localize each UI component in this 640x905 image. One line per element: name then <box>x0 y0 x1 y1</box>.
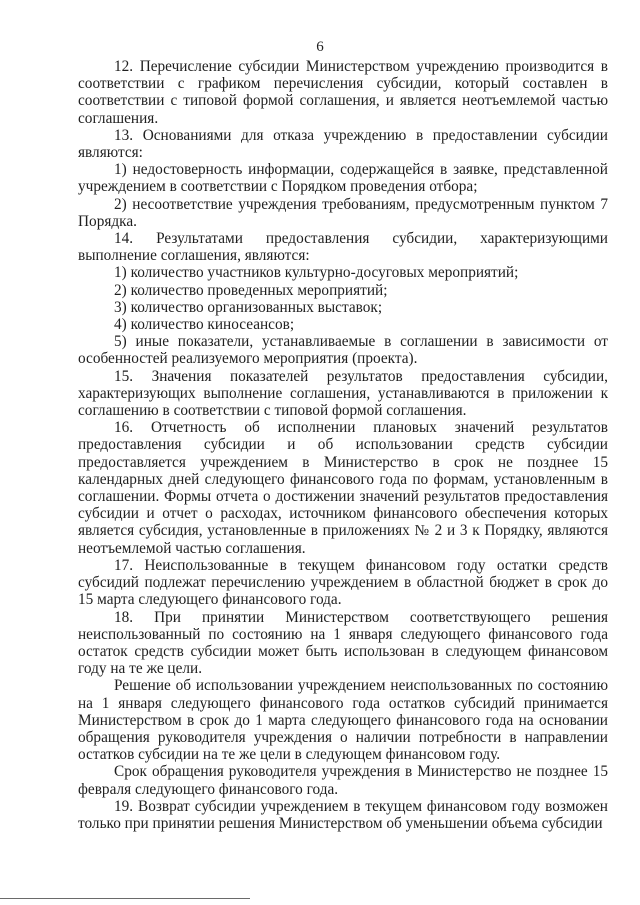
scan-edge-line <box>0 898 250 899</box>
paragraph-18-deadline: Срок обращения руководителя учреждения в Министерство не позднее 15 февраля следующего финансового года. <box>78 763 608 798</box>
paragraph-14-item-4: 4) количество киносеансов; <box>114 316 295 334</box>
paragraph-16: 16. Отчетность об исполнении плановых значений результатов предоставления субсидии и об использовании средств субсидии предоставляется учреждением в Министерство в срок не позднее 15 календарных дней следующего финансового года по формам, установленным в соглашении. Формы отчета о достижении значений результатов предоставления субсидии и отчет о расходах, источником финансового обеспечения которых является субсидия, установленные в приложениях № 2 и 3 к Порядку, являются неотъемлемой частью соглашения. <box>78 419 608 557</box>
paragraph-14-item-5: 5) иные показатели, устанавливаемые в соглашении в зависимости от особенностей реализуемого мероприятия (проекта). <box>78 333 608 368</box>
paragraph-18: 18. При принятии Министерством соответствующего решения неиспользованный по состоянию на 1 января следующего финансового года остаток средств субсидии может быть использован в следующем финансовом году на те же цели. <box>78 608 608 678</box>
paragraph-12: 12. Перечисление субсидии Министерством учреждению производится в соответствии с графиком перечисления субсидии, который составлен в соответствии с типовой формой соглашения, и является неотъемлемой частью соглашения. <box>78 58 608 127</box>
paragraph-14-item-3: 3) количество организованных выставок; <box>114 298 383 316</box>
page-number: 6 <box>316 39 324 55</box>
paragraph-13: 13. Основаниями для отказа учреждению в предоставлении субсидии являются: <box>78 126 608 162</box>
paragraph-14: 14. Результатами предоставления субсидии, характеризующими выполнение соглашения, являются: <box>78 230 608 265</box>
paragraph-13-item-2: 2) несоответствие учреждения требованиям, предусмотренным пунктом 7 Порядка. <box>78 195 608 230</box>
paragraph-13-item-1: 1) недостоверность информации, содержащейся в заявке, представленной учреждением в соответствии с Порядком проведения отбора; <box>78 161 608 196</box>
paragraph-14-item-1: 1) количество участников культурно-досуговых мероприятий; <box>114 264 519 282</box>
paragraph-19: 19. Возврат субсидии учреждением в текущем финансовом году возможен только при принятии решения Министерством об уменьшении объема субсидии <box>78 797 608 832</box>
paragraph-15: 15. Значения показателей результатов предоставления субсидии, характеризующих выполнение соглашения, устанавливаются в приложении к соглашению в соответствии с типовой формой соглашения. <box>78 367 608 420</box>
document-body <box>78 58 608 832</box>
paragraph-14-item-2: 2) количество проведенных мероприятий; <box>114 281 388 299</box>
paragraph-18-decision: Решение об использовании учреждением неиспользованных по состоянию на 1 января следующего финансового года остатков субсидий принимается Министерством в срок до 1 марта следующего финансового года на основании обращения руководителя учреждения о наличии потребности в направлении остатков субсидии на те же цели в следующем финансовом году. <box>78 677 608 764</box>
paragraph-17: 17. Неиспользованные в текущем финансовом году остатки средств субсидий подлежат перечислению учреждением в областной бюджет в срок до 15 марта следующего финансового года. <box>78 556 608 609</box>
